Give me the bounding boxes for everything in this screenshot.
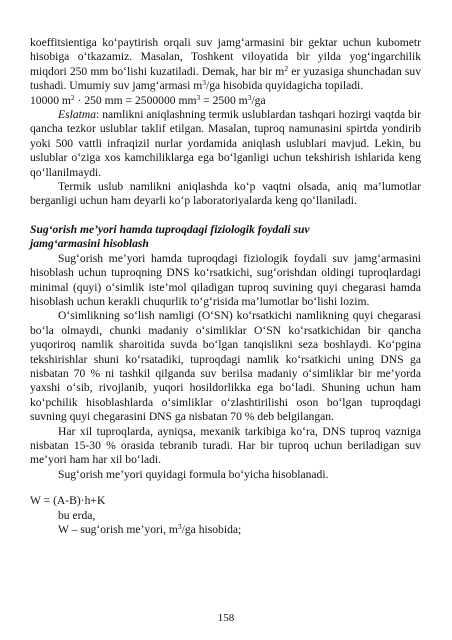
equation-part: 10000 m: [30, 93, 71, 107]
paragraph-formula-intro: Sug‘orish me’yori quyidagi formula bo‘yicha hisoblanadi.: [58, 467, 329, 481]
superscript: 2: [284, 63, 289, 73]
superscript: 3: [202, 78, 207, 88]
paragraph-thermal-method: Termik uslub namlikni aniqlashda ko‘p vaqtni olsada, aniq ma’lumotlar berganligi uchun ham deyarli ko‘p laboratoriyalarda keng qo‘llaniladi.: [30, 180, 421, 208]
superscript: 2: [70, 92, 75, 102]
spacer: [30, 209, 421, 223]
paragraph-text: /ga hisobida quyidagicha topiladi.: [206, 79, 364, 93]
section-heading-line2: jamg‘armasini hisoblash: [30, 237, 149, 251]
equation-part: = 2500 m: [200, 93, 248, 107]
paragraph-text: er yuzasiga shunchadan suv tushadi. Umumiy suv jamg‘armasi m: [30, 64, 421, 93]
equation-water-volume: [30, 94, 421, 108]
superscript: 3: [247, 92, 252, 102]
superscript: 3: [196, 92, 201, 102]
where-label: bu erda,: [58, 508, 96, 522]
paragraph-text: koeffitsientiga ko‘paytirish orqali suv jamg‘armasini bir gektar uchun kubometr hisobiga o‘tkazamiz. Masalan, Toshkent viloyatida bir yilda yog‘ingarchilik miqdori 250 mm bo‘lishi kuzatiladi. Demak, har bir m: [30, 36, 421, 78]
equation-part: /ga: [251, 93, 266, 107]
document-page: [30, 36, 421, 537]
spacer: [30, 482, 421, 494]
equation-part: · 250 mm = 2500000 mm: [74, 93, 197, 107]
definition-text: /ga hisobida;: [181, 523, 242, 536]
definition-w: [30, 523, 421, 537]
definition-text: W – sug‘orish me’yori, m: [58, 523, 178, 536]
note-label: Eslatma: [58, 108, 97, 122]
paragraph-soil-types: Har xil tuproqlarda, ayniqsa, mexanik tarkibiga ko‘ra, DNS tuproq vazniga nisbatan 15-30 % orasida tebranib turadi. Har bir tuproq uchun beriladigan suv me’yori ham har xil bo‘ladi.: [30, 424, 421, 467]
page-number: 158: [217, 612, 235, 624]
paragraph-intro: [30, 36, 421, 94]
superscript: 3: [177, 522, 182, 531]
paragraph-note: [30, 108, 421, 180]
paragraph-requirements: Sug‘orish me’yori hamda tuproqdagi fiziologik foydali suv jamg‘armasini hisoblash uchun tuproqning DNS ko‘rsatkichi, sug‘orishdan oldingi tuproqlardagi minimal (quyi) o‘simlik iste’mol qiladigan tuproq suvining quyi chegarasi hamda hisoblash uchun kerakli chuqurlik to‘g‘risida ma’lumotlar bo‘lishi lozim.: [30, 251, 421, 308]
section-heading-line1: Sug‘orish me’yori hamda tuproqdagi fiziologik foydali suv: [30, 222, 310, 236]
paragraph-text: : namlikni aniqlashning termik uslublardan tashqari hozirgi vaqtda bir qancha tezkor uslublar taklif etilgan. Masalan, tuproq namunasini spirtda yondirib yoki 500 vattli infraqizil nurlar yordamida aniqlash uslublari mavjud. Lekin, bu uslublar o‘ziga xos kamchiliklarga ega bo‘lganligi uchun tekshirish ishlarida keng qo‘llanilmaydi.: [30, 108, 421, 179]
irrigation-formula: W = (A-B)·h+K: [30, 494, 106, 508]
paragraph-wilting-point: O‘simlikning so‘lish namligi (O‘SN) ko‘rsatkichi namlikning quyi chegarasi bo‘la olmaydi, chunki madaniy o‘simliklar O‘SN ko‘rsatkichidan bir qancha yuqoriroq namlik sharoitida suvda bo‘lgan tanqislikni seza boshlaydi. Ko‘pgina tekshirishlar shuni ko‘rsatadiki, tuproqdagi namlik ko‘rsatkichi uning DNS ga nisbatan 70 % ni tashkil qilganda suv berilsa madaniy o‘simliklar bir me’yorda yaxshi o‘sib, rivojlanib, yuqori hosildorlikka ega bo‘ladi. Shuning uchun ham ko‘pchilik hisoblashlarda o‘simliklar o‘zlashtirilishi oson bo‘lgan tuproqdagi suvning quyi chegarasini DNS ga nisbatan 70 % deb belgilangan.: [30, 309, 421, 424]
